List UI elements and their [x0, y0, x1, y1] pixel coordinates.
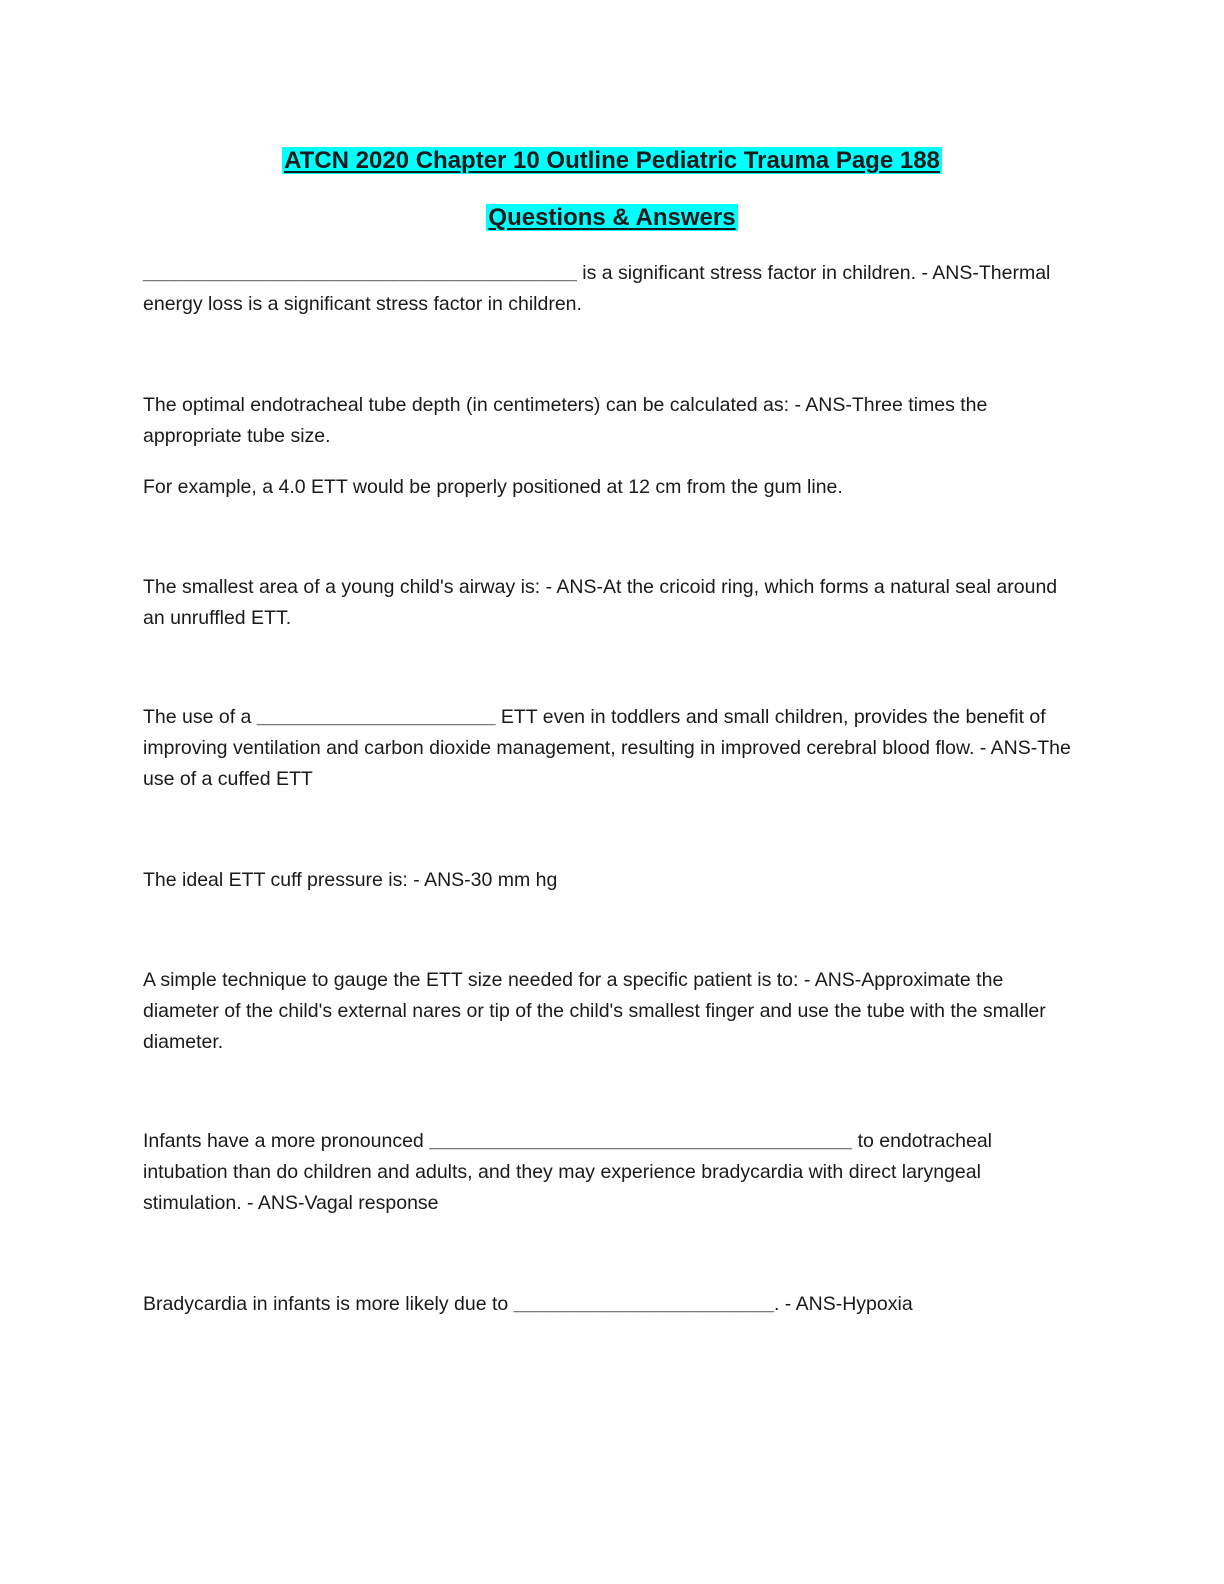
qa-text: The smallest area of a young child's airway is: - ANS-At the cricoid ring, which forms a natural seal around an unruffled ETT.: [143, 576, 1058, 629]
document-title-text: ATCN 2020 Chapter 10 Outline Pediatric Trauma Page 188: [284, 147, 940, 174]
document-title: [0, 146, 1224, 176]
qa-item-7: [143, 1126, 1078, 1219]
qa-text: is a significant stress factor in children. - ANS-Thermal energy loss is a significant stress factor in children.: [143, 262, 1051, 315]
qa-text-after: to endotracheal intubation than do children and adults, and they may experience bradycardia with direct laryngeal stimulation. - ANS-Vagal response: [143, 1130, 993, 1214]
qa-item-3: [143, 572, 1078, 634]
qa-item-6: [143, 965, 1078, 1058]
qa-text-before: Bradycardia in infants is more likely due to: [143, 1293, 514, 1315]
answer-blank: _______________________________________: [429, 1130, 853, 1152]
qa-item-1: [143, 258, 1078, 320]
qa-text: The optimal endotracheal tube depth (in centimeters) can be calculated as: - ANS-Three times the appropriate tube size.: [143, 394, 988, 447]
qa-item-4: [143, 702, 1078, 795]
qa-text: For example, a 4.0 ETT would be properly positioned at 12 cm from the gum line.: [143, 476, 843, 498]
document-subtitle: [0, 203, 1224, 233]
qa-text: A simple technique to gauge the ETT size needed for a specific patient is to: - ANS-Approximate the diameter of the child's external nares or tip of the child's smallest finger and use the tube with the smaller diameter.: [143, 969, 1046, 1053]
qa-item-2-example: [143, 472, 1078, 503]
qa-text-before: Infants have a more pronounced: [143, 1130, 430, 1152]
qa-item-5: [143, 865, 1078, 896]
answer-blank: ________________________________________: [143, 262, 577, 284]
qa-text-after: . - ANS-Hypoxia: [773, 1293, 913, 1315]
qa-item-8: [143, 1289, 1078, 1320]
qa-text-after: ETT even in toddlers and small children, provides the benefit of improving ventilation and carbon dioxide management, resulting in improved cerebral blood flow. - ANS-The use of a cuffed ETT: [143, 706, 1071, 790]
answer-blank: ______________________: [256, 706, 496, 728]
qa-text-before: The use of a: [143, 706, 257, 728]
qa-item-2: [143, 390, 1078, 452]
qa-text: The ideal ETT cuff pressure is: - ANS-30 mm hg: [143, 869, 558, 891]
answer-blank: ________________________: [513, 1293, 774, 1315]
document-subtitle-text: Questions & Answers: [488, 204, 736, 231]
